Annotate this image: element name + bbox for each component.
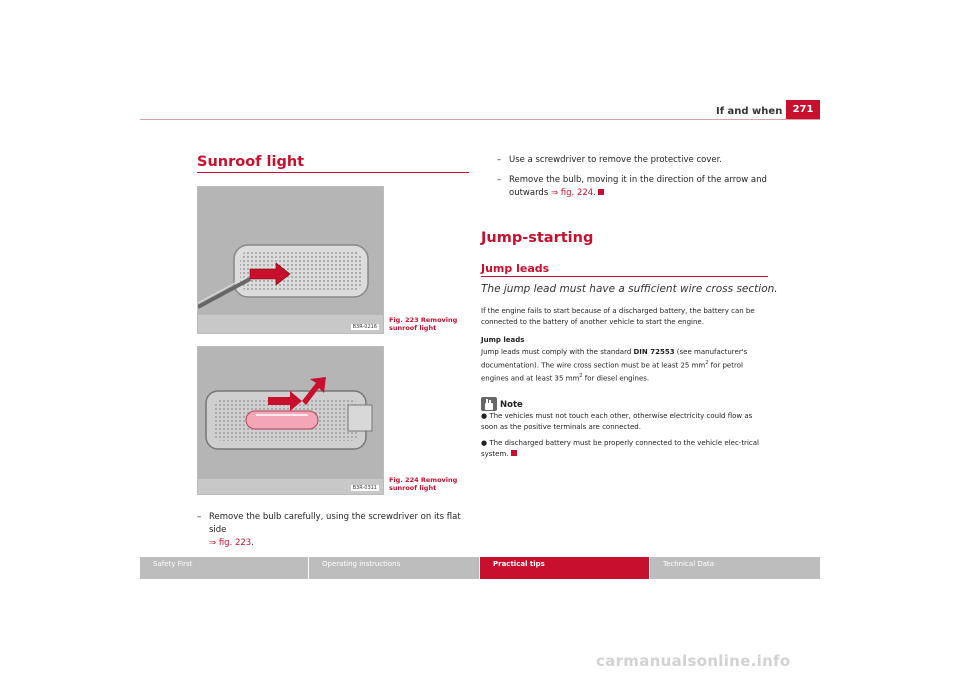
section-heading-jump-starting: Jump-starting [481,230,594,246]
figure-code: B3R-0311 [352,485,377,491]
figure-224 [197,346,384,495]
header-rule [140,119,820,120]
step-text: Remove the bulb carefully, using the screwdriver on its flat side [209,512,461,535]
dash: – [497,175,502,185]
text-part: for petrol engines and at least 35 mm [481,361,743,383]
footer-tab-practical-tips[interactable]: Practical tips [480,557,649,579]
step-tail: . [593,188,596,198]
superscript: 2 [705,360,709,366]
step-text: Remove the bulb, moving it in the direction of the arrow and outwards [509,175,767,198]
watermark: carmanualsonline.info [596,652,791,670]
running-header-title: If and when [716,106,783,117]
dash: – [197,512,202,522]
footer-tab-operating-instructions[interactable]: Operating instructions [309,557,479,579]
section-heading-sunroof-light: Sunroof light [197,154,305,170]
note-label: Note [500,400,523,410]
dash: – [497,155,502,165]
bullet-text: The vehicles must not touch each other, otherwise electricity could flow as soon as the positive terminals are connected. [481,412,753,431]
end-of-section-mark [598,189,604,195]
end-of-section-mark [511,450,517,456]
text-part: (see manufacturer's documentation). The wire cross section must be at least 25 mm [481,348,748,370]
section-intro: The jump lead must have a sufficient wire cross section. [481,283,778,295]
standard-number: DIN 72553 [633,348,675,356]
footer-tab-technical-data[interactable]: Technical Data [650,557,820,579]
hand-icon [481,398,497,412]
figure-223 [197,186,384,334]
text-part: Jump leads must comply with the standard [481,348,634,356]
instruction-step-remove-bulb-outwards [497,174,772,200]
sunroof-light-illustration [198,187,383,333]
note-bullet-battery-connected [481,438,771,460]
bullet-dot: ● [481,412,488,420]
subheading-jump-leads: Jump leads [481,262,550,275]
step-text: Use a screwdriver to remove the protective cover. [509,155,723,165]
figure-code: B3R-0216 [352,324,377,330]
bulb-removal-illustration [198,347,383,494]
step-tail: . [251,538,254,548]
paragraph-discharged-battery: If the engine fails to start because of a discharged battery, the battery can be connected to the battery of another vehicle to start the engine. [481,307,755,326]
bullet-text: The discharged battery must be properly connected to the vehicle elec-trical system. [481,439,759,458]
footer-tab-safety-first[interactable]: Safety First [140,557,308,579]
figure-223-caption: Fig. 223 Removing sunroof light [389,316,458,332]
text-part: for diesel engines. [582,374,650,383]
figure-reference-link[interactable]: ⇒ fig. 224 [550,188,594,198]
figure-224-caption: Fig. 224 Removing sunroof light [389,476,458,492]
paragraph-jump-leads-standard [481,347,771,385]
subheading-rule [481,276,768,277]
note-bullet-vehicles-touch [481,411,771,433]
figure-reference-link[interactable]: ⇒ fig. 223 [209,538,252,548]
page-number: 271 [786,100,820,119]
section-heading-rule [197,172,469,173]
paragraph-title-jump-leads: Jump leads [481,336,525,344]
instruction-step-remove-cover [497,154,772,167]
instruction-step-remove-bulb [197,511,472,550]
note-icon [481,397,497,411]
superscript: 2 [579,373,583,380]
bullet-dot: ● [481,439,488,447]
